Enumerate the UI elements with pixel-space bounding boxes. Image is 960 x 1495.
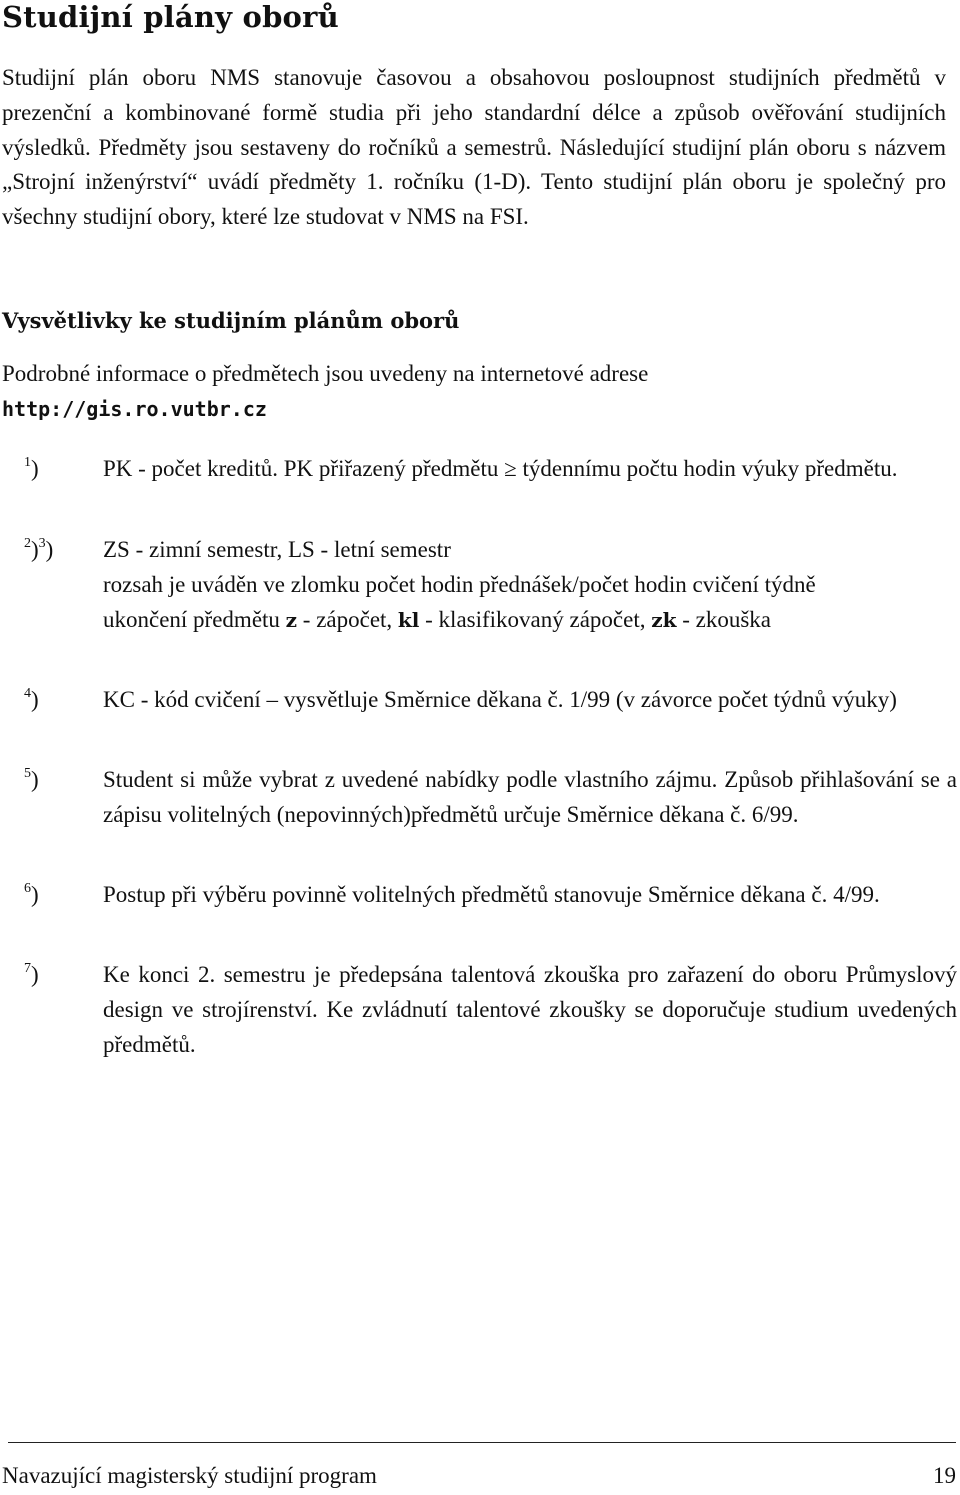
note-line-semesters: ZS - zimní semestr, LS - letní semestr [103,537,451,562]
note-marker: $^2$)$^3$) [24,536,54,562]
info-paragraph [2,357,946,427]
note-text: Postup při výběru povinně volitelných předmětů stanovuje Směrnice děkana č. 4/99. [103,882,880,907]
note-text: Ke konci 2. semestru je předepsána talentová zkouška pro zařazení do oboru Průmyslový design ve strojírenství. Ke zvládnutí talentové zkoušky se doporučuje studium uvedených předmětů. [103,962,957,1057]
page-title: Studijní plány oborů [2,0,339,34]
note-text: PK - počet kreditů. PK přiřazený předmětu ≥ týdennímu počtu hodin výuky předmětu. [103,456,898,481]
note-text: Student si může vybrat z uvedené nabídky podle vlastního zájmu. Způsob přihlašování se a zápisu volitelných (nepovinných)předmětů určuje Směrnice děkana č. 6/99. [103,767,957,827]
note-marker: $^1$) [24,455,39,481]
intro-paragraph: Studijní plán oboru NMS stanovuje časovou a obsahovou posloupnost studijních předmětů v prezenční a kombinované formě studia při jeho standardní délce a způsob ověřování studijních výsledků. Předměty jsou sestaveny do ročníků a semestrů. Následující studijní plán oboru s názvem „Strojní inženýrství“ uvádí předměty 1. ročníku (1-D). Tento studijní plán oboru je společný pro všechny studijní obory, které lze studovat v NMS na FSI. [2,65,946,230]
note-marker: $^5$) [24,766,39,792]
footer-divider [8,1442,956,1443]
note-text [103,533,957,637]
note-text: KC - kód cvičení – vysvětluje Směrnice děkana č. 1/99 (v závorce počet týdnů výuky) [103,687,897,712]
info-url-link[interactable]: http://gis.ro.vutbr.cz [2,396,267,421]
note-marker: $^6$) [24,881,39,907]
info-text: Podrobné informace o předmětech jsou uvedeny na internetové adrese [2,361,649,386]
section-heading: Vysvětlivky ke studijním plánům oborů [2,308,460,333]
page-number: 19 [933,1463,956,1488]
footer-program: Navazující magisterský studijní program [2,1463,377,1488]
note-line-completion: ukončení předmětu z - zápočet, kl - klasifikovaný zápočet, zk - zkouška [103,606,771,632]
note-marker: $^7$) [24,961,39,987]
note-marker: $^4$) [24,686,39,712]
note-line-range: rozsah je uváděn ve zlomku počet hodin přednášek/počet hodin cvičení týdně [103,571,816,597]
